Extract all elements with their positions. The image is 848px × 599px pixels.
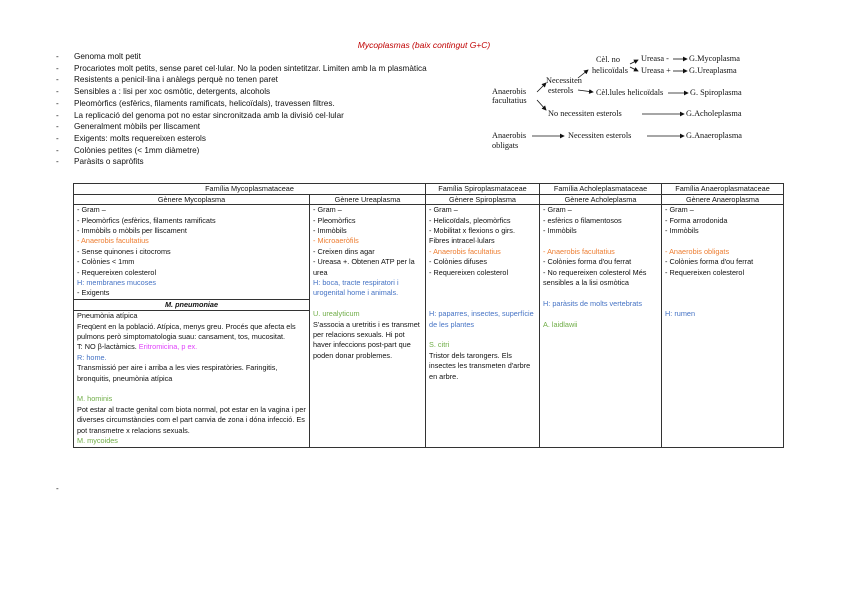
bullet-item: - Pleomòrfics (esfèrics, filaments ramificats, helicoïdals), travessen filtres.: [56, 98, 427, 110]
property-line: - Gram –: [313, 205, 342, 215]
bullet-item: - Genoma molt petit: [56, 51, 427, 63]
genus-acholeplasma: Gènere Acholeplasma: [540, 194, 662, 205]
species-text: Pot estar al tracte genital com biota normal, pot estar en la vagina i per diverses circumstàncies com el part canvia de zona i dóna infecció. Es pot transmetre x relacions sexuals.: [77, 404, 306, 435]
page-title: Mycoplasmas (baix contingut G+C): [357, 40, 491, 50]
diagram-cel-no-line2: helicoïdals: [592, 66, 628, 75]
property-line: - Gram –: [429, 205, 458, 215]
diagram-g-anaeroplasma: G.Anaeroplasma: [686, 131, 742, 140]
trailing-dash: -: [56, 484, 59, 493]
species-name: U. urealyticum: [313, 309, 360, 319]
property-line: - Forma arrodonida: [665, 215, 728, 225]
diagram-ureasa-minus: Ureasa -: [641, 54, 669, 63]
m-pneumoniae-cell: [74, 311, 310, 447]
oxygen-requirement: - Anaerobis facultatius: [543, 246, 615, 256]
treatment-label: T: NO β-lactàmics.: [77, 342, 137, 352]
diagram-anaerobis-facultatius-line2: facultatius: [492, 96, 527, 105]
diagram-necessiten-esterols-2: Necessiten esterols: [568, 131, 632, 140]
property-line: - Immòbils: [543, 226, 577, 235]
species-name: A. laidlawii: [543, 319, 578, 329]
property-line: - Mobilitat x flexions o girs. Fibres intracel·lulars: [429, 226, 515, 246]
bullet-item: - Paràsits o sapròfits: [56, 156, 427, 168]
bullet-item: - Resistents a penicil·lina i anàlegs perquè no tenen paret: [56, 74, 427, 86]
property-line: - Immòbils: [313, 226, 347, 235]
diagram-g-spiroplasma: G. Spiroplasma: [690, 88, 742, 97]
bullet-item: - Sensibles a : lisi per xoc osmòtic, detergents, alcohols: [56, 86, 427, 98]
classification-diagram: [490, 50, 790, 160]
acholeplasma-cell: [540, 205, 662, 447]
family-mycoplasmataceae: Família Mycoplasmataceae: [74, 184, 426, 195]
property-line: - Requereixen colesterol: [77, 267, 157, 277]
genus-header-row: [74, 194, 784, 205]
diagram-g-ureaplasma: G.Ureaplasma: [689, 66, 737, 75]
property-line: - Creixen dins agar: [313, 246, 375, 256]
mycoplasma-props-cell: [74, 205, 310, 300]
ureaplasma-cell: [310, 205, 426, 447]
bullet-item: - La replicació del genoma pot no estar sincronitzada amb la divisió cel·lular: [56, 110, 427, 122]
property-line: - Ureasa +. Obtenen ATP per la urea: [313, 257, 415, 277]
property-line: - Helicoïdals, pleomòrfics: [429, 215, 511, 225]
species-name: M. mycoides: [77, 436, 118, 446]
property-line: - esfèrics o filamentosos: [543, 215, 622, 225]
oxygen-requirement: - Anaerobis facultatius: [429, 246, 501, 256]
property-line: - Requereixen colesterol: [665, 267, 745, 277]
property-line: - Colònies difuses: [429, 257, 488, 267]
species-name: S. citri: [429, 340, 450, 350]
property-line: - Immòbils: [665, 226, 699, 235]
property-line: - Colònies < 1mm: [77, 257, 135, 267]
property-line: - Requereixen colesterol: [429, 267, 509, 277]
family-header-row: [74, 184, 784, 195]
pneumoniae-line: Transmissió per aire i arriba a les vies respiratòries. Faringitis, bronquitis, pneumònia atípica: [77, 363, 278, 383]
diagram-necessiten-line1: Necessiten: [546, 76, 582, 85]
bullet-item: - Exigents: molts requereixen esterols: [56, 133, 427, 145]
treatment-line: [77, 342, 306, 352]
habitat-line: H: paràsits de molts vertebrats: [543, 298, 642, 308]
genus-details-row: [74, 205, 784, 300]
genus-ureaplasma: Gènere Ureaplasma: [310, 194, 426, 205]
property-line: - Immòbils o mòbils per lliscament: [77, 226, 187, 235]
family-acholeplasmataceae: Família Acholeplasmataceae: [540, 184, 662, 195]
spiroplasma-cell: [426, 205, 540, 447]
diagram-anaerobis-obligats-line2: obligats: [492, 141, 519, 150]
treatment-drug: Eritromicina, p ex.: [138, 342, 198, 352]
genus-mycoplasma: Gènere Mycoplasma: [74, 194, 310, 205]
bullet-item: - Colònies petites (< 1mm diàmetre): [56, 145, 427, 157]
property-line: - Pleomòrfics (esfèrics, filaments ramificats: [77, 215, 216, 225]
family-anaeroplasmataceae: Família Anaeroplasmataceae: [662, 184, 784, 195]
oxygen-requirement: - Anaerobis obligats: [665, 246, 730, 256]
genus-anaeroplasma: Gènere Anaeroplasma: [662, 194, 784, 205]
property-line: - Gram –: [543, 205, 572, 215]
diagram-g-acholeplasma: G.Acholeplasma: [686, 109, 742, 118]
property-line: - Colònies forma d'ou ferrat: [665, 257, 754, 267]
pneumoniae-line: Pneumònia atípica: [77, 311, 138, 321]
property-line: - No requereixen colesterol Més sensibles a la lisi osmòtica: [543, 267, 647, 288]
anaeroplasma-cell: [662, 205, 784, 447]
diagram-ureasa-plus: Ureasa +: [641, 66, 671, 75]
habitat-line: H: rumen: [665, 309, 696, 319]
property-line: - Sense quinones i citocroms: [77, 246, 171, 256]
bullet-list: [56, 51, 427, 168]
diagram-anaerobis-facultatius-line1: Anaerobis: [492, 87, 527, 96]
species-text: Tristor dels tarongers. Els insectes les transmeten d'arbre en arbre.: [429, 350, 531, 381]
diagram-g-mycoplasma: G.Mycoplasma: [689, 54, 740, 63]
property-line: - Gram –: [665, 205, 694, 215]
family-spiroplasmataceae: Família Spiroplasmataceae: [426, 184, 540, 195]
oxygen-requirement: - Anaerobis facultatius: [77, 236, 149, 246]
bullet-item: - Generalment mòbils per lliscament: [56, 121, 427, 133]
property-line: - Exigents: [77, 288, 110, 298]
diagram-no-necessiten: No necessiten esterols: [548, 109, 622, 118]
diagram-cel-no-line1: Cèl. no: [596, 55, 620, 64]
habitat-line: H: paparres, insectes, superfície de les plantes: [429, 309, 534, 329]
diagram-arrows: [490, 50, 790, 160]
property-line: - Colònies forma d'ou ferrat: [543, 257, 632, 267]
bullet-item: - Procariotes molt petits, sense paret cel·lular. No la poden sintetitzar. Limiten amb la m plasmàtica: [56, 63, 427, 75]
habitat-line: H: membranes mucoses: [77, 278, 157, 288]
property-line: - Pleomòrfics: [313, 215, 356, 225]
species-text: S'associa a uretritis i es transmet per relacions sexuals. Hi pot haver infeccions post-part que poden donar problemes.: [313, 319, 420, 360]
oxygen-requirement: - Microaeròfils: [313, 236, 359, 246]
property-line: - Gram –: [77, 205, 106, 215]
diagram-cel-helicoidals: Cèl.lules helicoïdals: [596, 88, 664, 97]
pneumoniae-line: Freqüent en la població. Atípica, menys greu. Procés que afecta els pulmons però simptomatologia suau: cansament, tos, mucositat.: [77, 321, 296, 342]
genus-spiroplasma: Gènere Spiroplasma: [426, 194, 540, 205]
species-name: M. hominis: [77, 394, 113, 404]
diagram-anaerobis-obligats-line1: Anaerobis: [492, 131, 527, 140]
classification-table: [73, 183, 784, 448]
reservoir-line: R: home.: [77, 352, 107, 362]
habitat-line: H: boca, tracte respiratori i urogenital home i animals.: [313, 278, 399, 298]
diagram-necessiten-line2: esterols: [548, 86, 574, 95]
m-pneumoniae-heading: M. pneumoniae: [74, 299, 310, 310]
